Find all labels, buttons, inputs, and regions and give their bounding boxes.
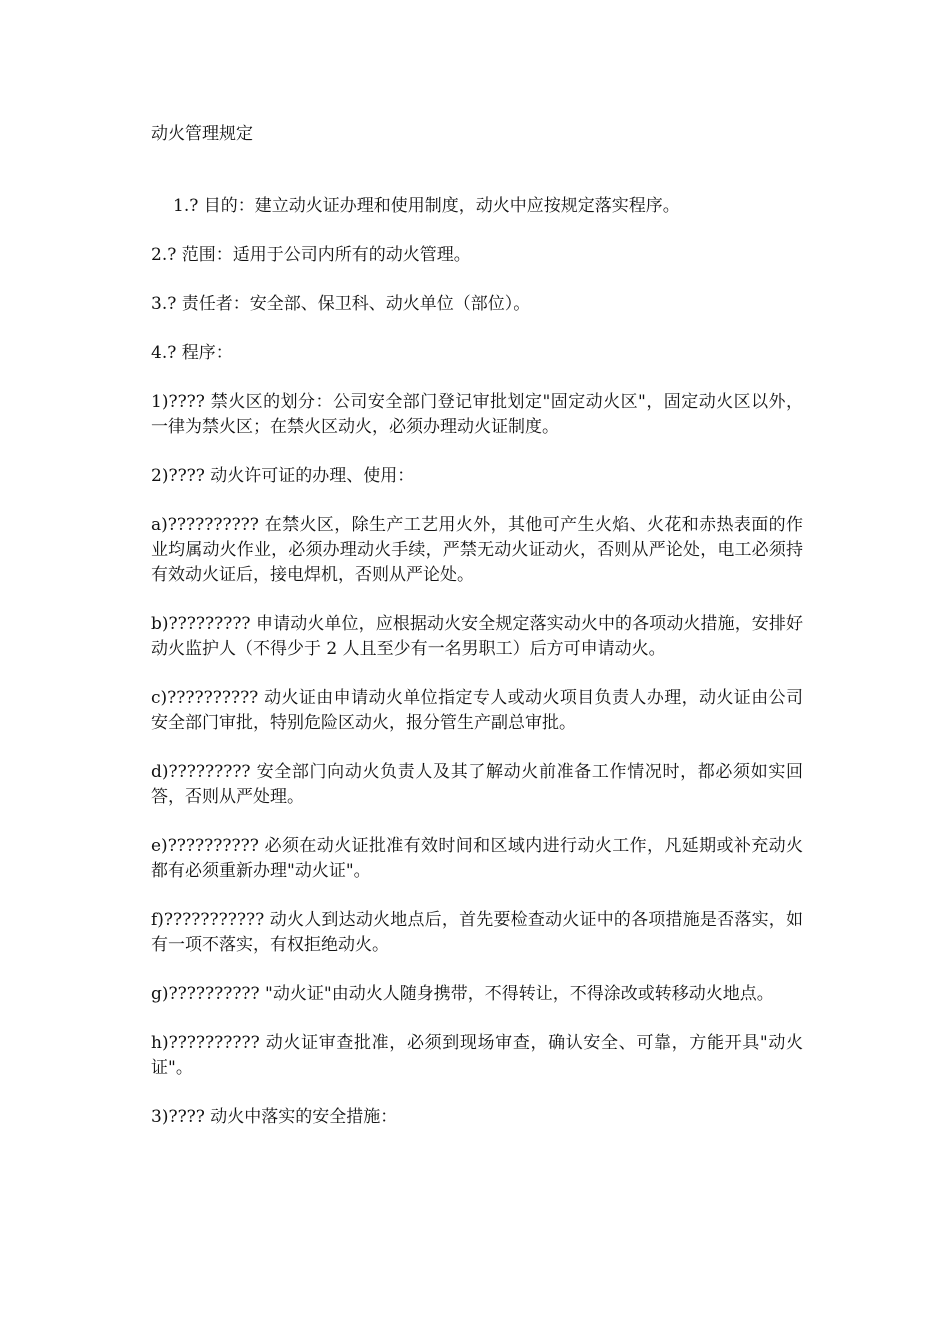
document-body xyxy=(151,122,803,1154)
paragraph-item-g: g)?????????? "动火证"由动火人随身携带，不得转让，不得涂改或转移动火地点。 xyxy=(151,984,774,1004)
paragraph-item-b: b)????????? 申请动火单位，应根据动火安全规定落实动火中的各项动火措施，安排好动火监护人（不得少于 2 人且至少有一名男职工）后方可申请动火。 xyxy=(151,614,803,659)
paragraph-scope: 2.? 范围：适用于公司内所有的动火管理。 xyxy=(151,245,471,265)
paragraph-item-c: c)?????????? 动火证由申请动火单位指定专人或动火项目负责人办理，动火证由公司安全部门审批，特别危险区动火，报分管生产副总审批。 xyxy=(151,688,803,733)
paragraph-procedure: 4.? 程序： xyxy=(151,343,233,363)
paragraph-permit-heading: 2)???? 动火许可证的办理、使用： xyxy=(151,466,415,486)
paragraph-responsible: 3.? 责任者：安全部、保卫科、动火单位（部位）。 xyxy=(151,294,531,314)
paragraph-item-d: d)????????? 安全部门向动火负责人及其了解动火前准备工作情况时，都必须如实回答，否则从严处理。 xyxy=(151,762,803,807)
document-title: 动火管理规定 xyxy=(151,124,253,144)
paragraph-item-h: h)?????????? 动火证审查批准，必须到现场审查，确认安全、可靠，方能开具"动火证"。 xyxy=(151,1033,803,1078)
paragraph-item-e: e)?????????? 必须在动火证批准有效时间和区域内进行动火工作，凡延期或补充动火都有必须重新办理"动火证"。 xyxy=(151,836,803,881)
paragraph-purpose: 1.? 目的：建立动火证办理和使用制度，动火中应按规定落实程序。 xyxy=(173,196,680,216)
paragraph-item-f: f)??????????? 动火人到达动火地点后，首先要检查动火证中的各项措施是否落实，如有一项不落实，有权拒绝动火。 xyxy=(151,910,803,955)
paragraph-safety-measures: 3)???? 动火中落实的安全措施： xyxy=(151,1107,398,1127)
paragraph-fire-zone: 1)???? 禁火区的划分：公司安全部门登记审批划定"固定动火区"，固定动火区以外，一律为禁火区；在禁火区动火，必须办理动火证制度。 xyxy=(151,392,803,437)
paragraph-item-a: a)?????????? 在禁火区，除生产工艺用火外，其他可产生火焰、火花和赤热表面的作业均属动火作业，必须办理动火手续，严禁无动火证动火，否则从严论处，电工必须持有效动火证后，接电焊机，否则从严论处。 xyxy=(151,515,803,585)
